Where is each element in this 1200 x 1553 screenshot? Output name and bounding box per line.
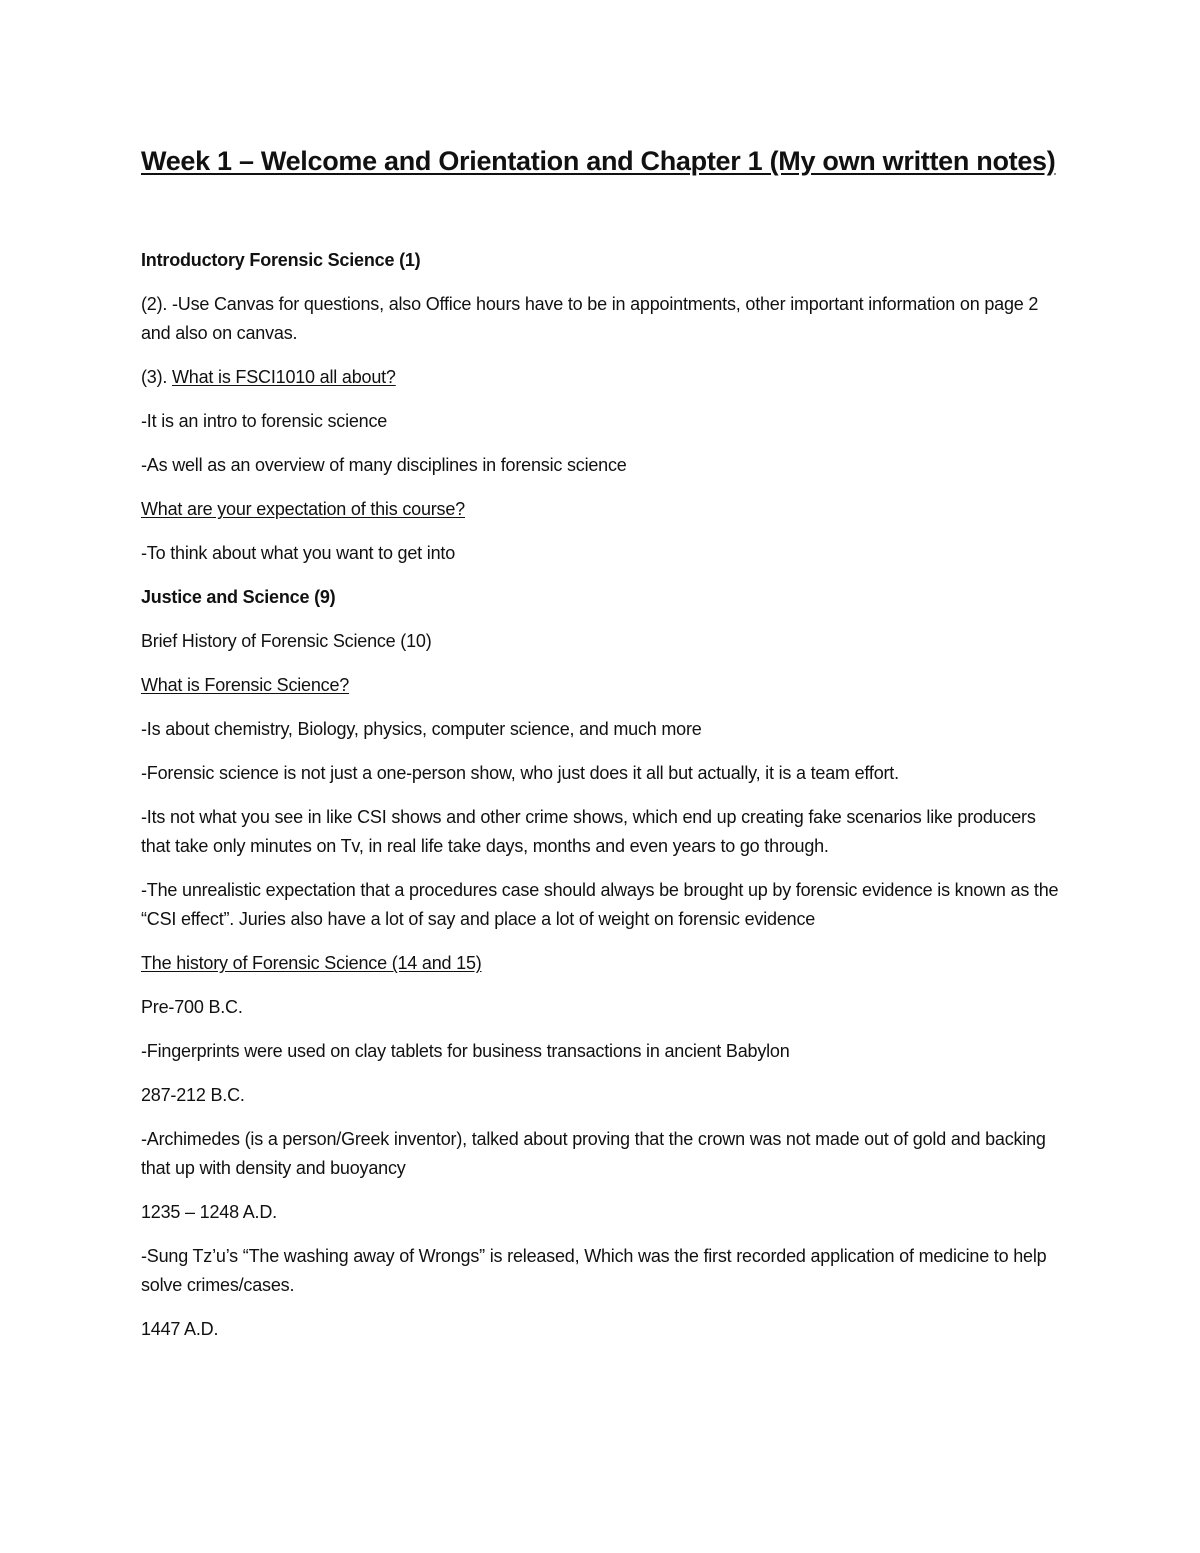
paragraph-csi-effect: -The unrealistic expectation that a procedures case should always be brought up by forensic evidence is known as the “CSI effect”. Juries also have a lot of say and place a lot of weight on forensic evidence xyxy=(141,880,1059,929)
paragraph-archimedes: -Archimedes (is a person/Greek inventor), talked about proving that the crown was not made out of gold and backing that up with density and buoyancy xyxy=(141,1129,1046,1178)
heading-introductory: Introductory Forensic Science (1) xyxy=(141,250,421,270)
paragraph-sung-tzu: -Sung Tz’u’s “The washing away of Wrongs” is released, Which was the first recorded application of medicine to help solve crimes/cases. xyxy=(141,1246,1047,1295)
paragraph-overview: -As well as an overview of many disciplines in forensic science xyxy=(141,455,627,475)
paragraph-intro: -It is an intro to forensic science xyxy=(141,411,388,431)
paragraph-team-effort: -Forensic science is not just a one-person show, who just does it all but actually, it is a team effort. xyxy=(141,763,899,783)
paragraph-canvas: (2). -Use Canvas for questions, also Office hours have to be in appointments, other important information on page 2 and also on canvas. xyxy=(141,294,1039,343)
paragraph-disciplines: -Is about chemistry, Biology, physics, computer science, and much more xyxy=(141,719,702,739)
paragraph-fingerprints: -Fingerprints were used on clay tablets for business transactions in ancient Babylon xyxy=(141,1041,790,1061)
paragraph-fsci-question xyxy=(141,363,1061,392)
paragraph-csi-shows: -Its not what you see in like CSI shows and other crime shows, which end up creating fake scenarios like producers that take only minutes on Tv, in real life take days, months and even years to go through. xyxy=(141,807,1036,856)
date-pre-700: Pre-700 B.C. xyxy=(141,997,243,1017)
date-1235: 1235 – 1248 A.D. xyxy=(141,1202,277,1222)
date-287: 287-212 B.C. xyxy=(141,1085,245,1105)
expectation-question: What are your expectation of this course? xyxy=(141,499,465,519)
document-body xyxy=(141,142,1061,1359)
date-1447: 1447 A.D. xyxy=(141,1319,219,1339)
paragraph-number: (3). xyxy=(141,367,173,387)
page-title: Week 1 – Welcome and Orientation and Chapter 1 (My own written notes) xyxy=(141,146,1056,176)
brief-history-line: Brief History of Forensic Science (10) xyxy=(141,631,432,651)
heading-justice-science: Justice and Science (9) xyxy=(141,587,336,607)
fsci-question: What is FSCI1010 all about? xyxy=(172,367,396,387)
history-heading: The history of Forensic Science (14 and 15) xyxy=(141,953,482,973)
forensic-question: What is Forensic Science? xyxy=(141,675,350,695)
paragraph-think: -To think about what you want to get into xyxy=(141,543,455,563)
